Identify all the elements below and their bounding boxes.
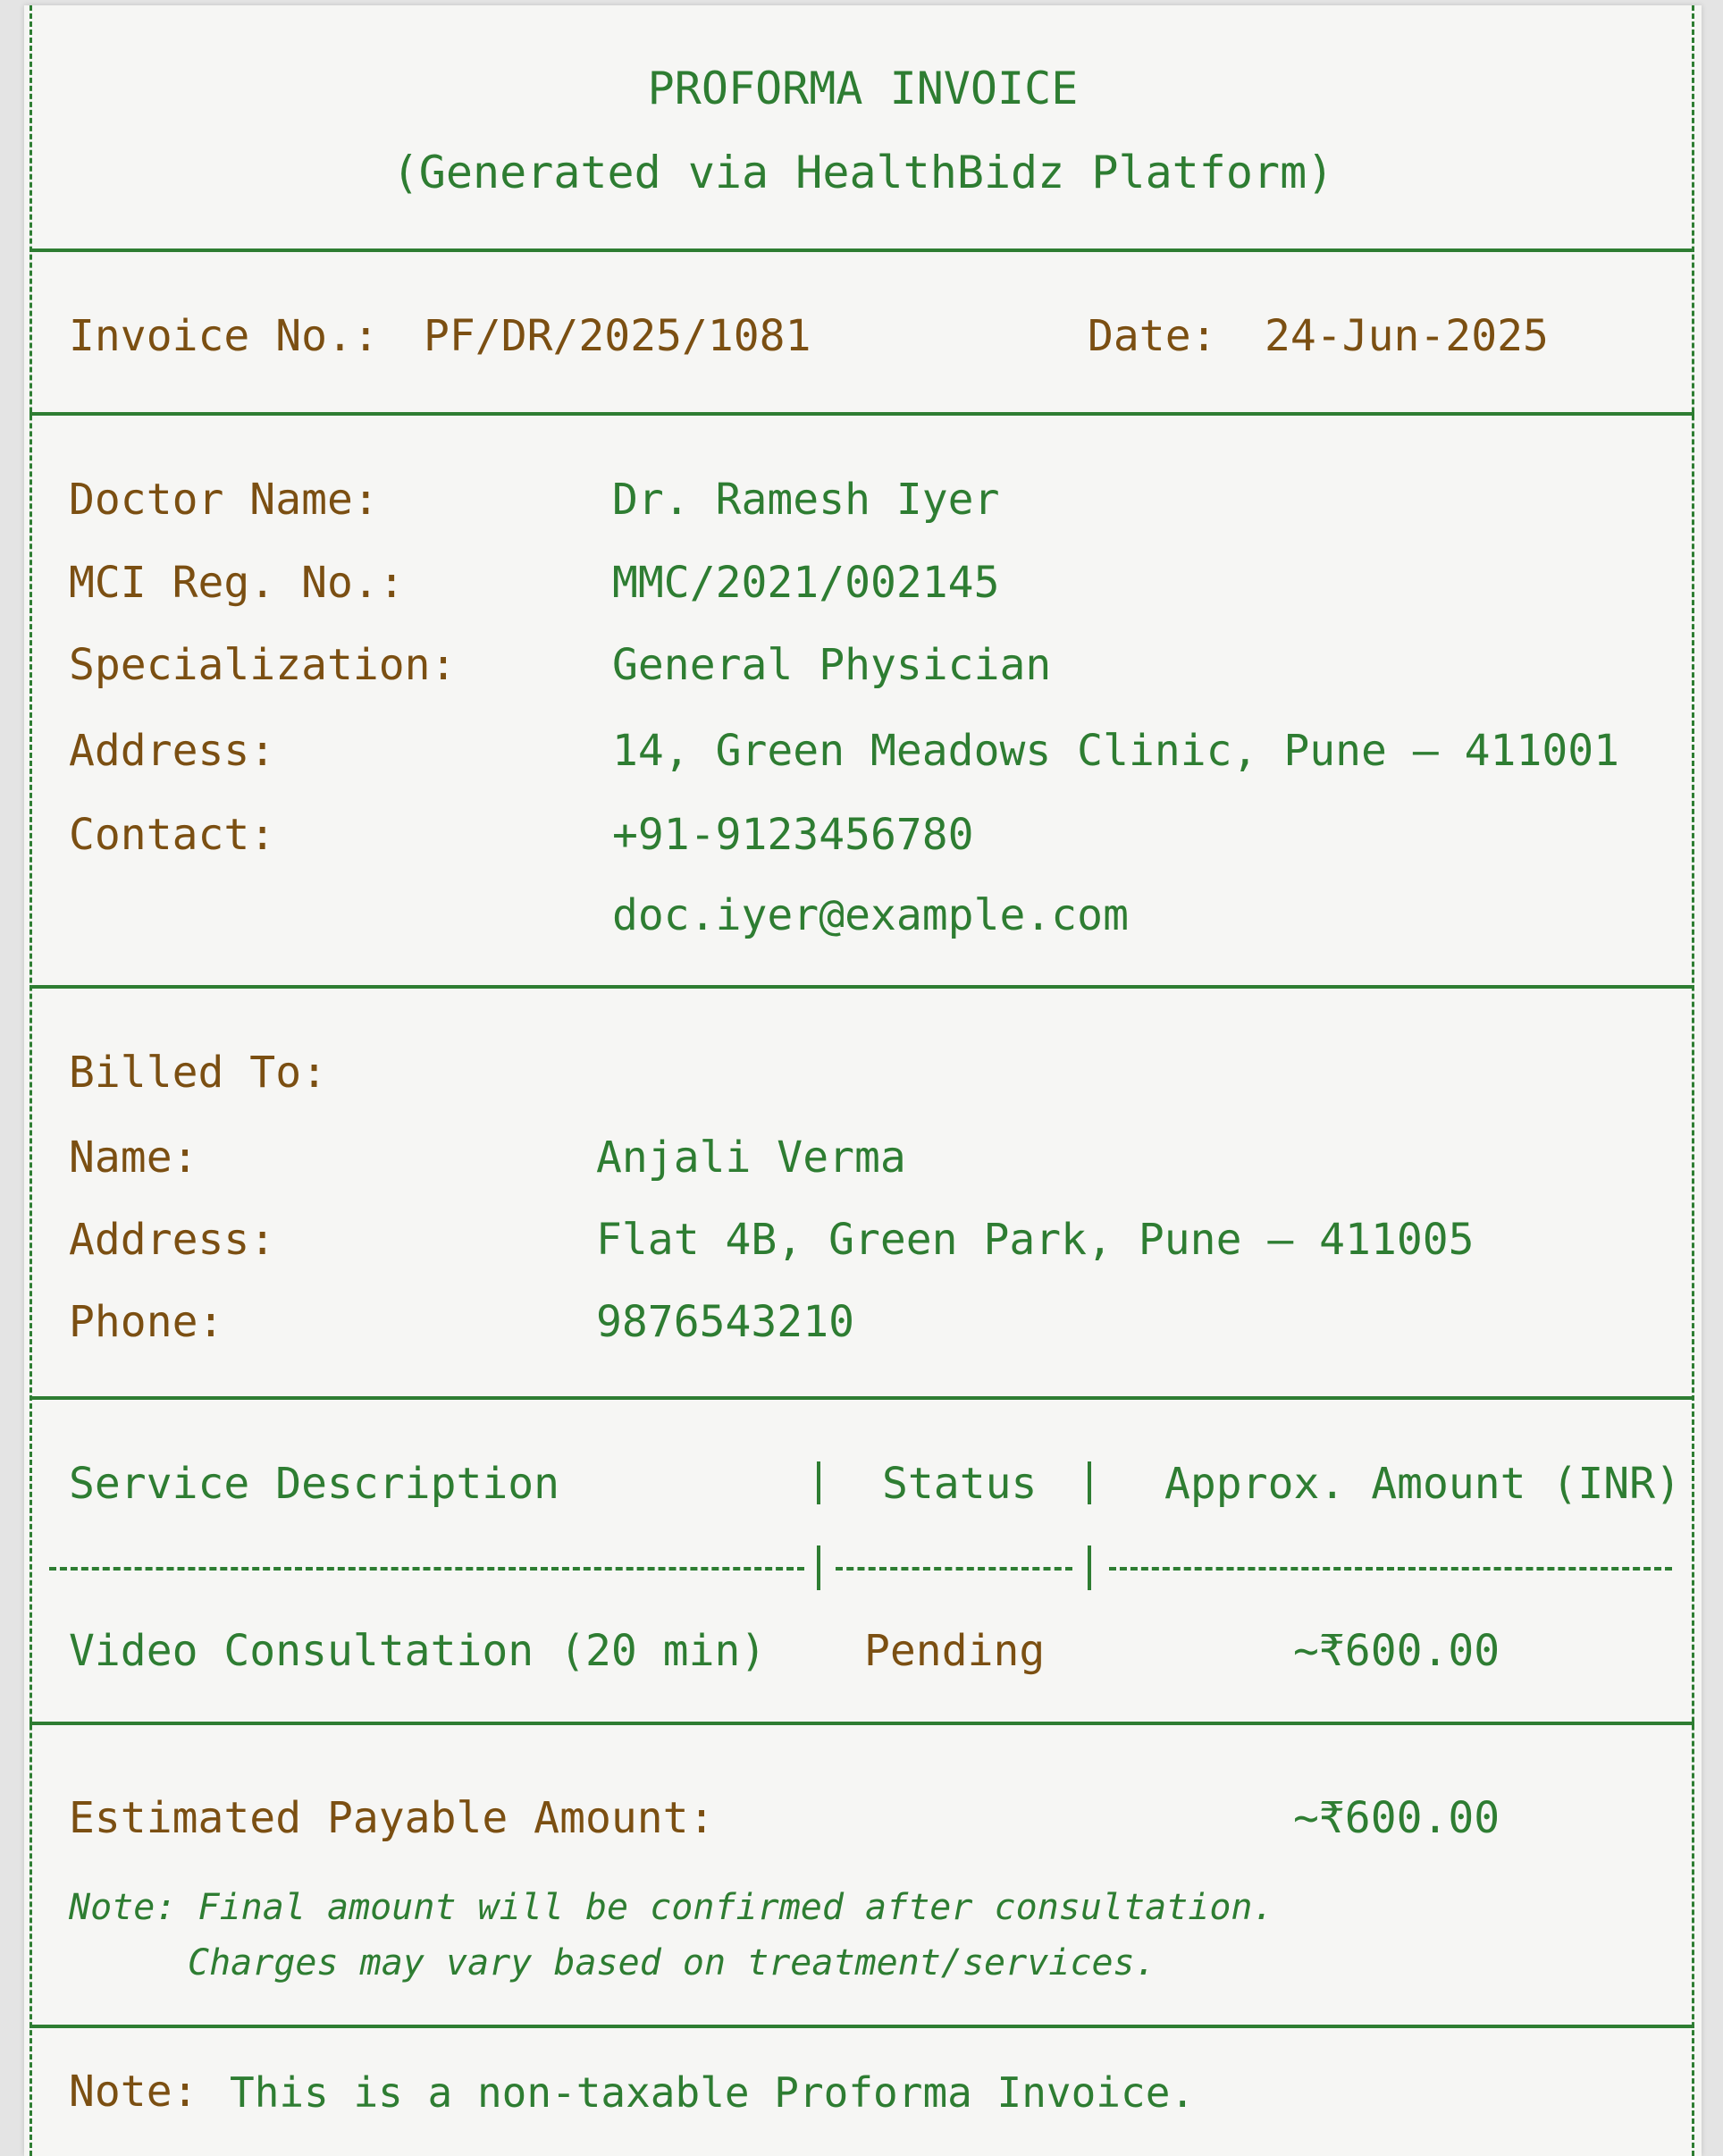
specialization-label: Specialization: [69,640,457,690]
invoice-sheet [24,5,1702,2156]
summary-note-line1: Note: Final amount will be confirmed after consultation. [69,1887,1274,1928]
patient-address: Flat 4B, Green Park, Pune – 411005 [596,1215,1475,1265]
patient-address-label: Address: [69,1215,276,1265]
estimated-amount: ~₹600.00 [1293,1793,1500,1843]
billed-to-heading: Billed To: [69,1048,327,1098]
divider [29,2025,1694,2028]
table-row-amount: ~₹600.00 [1293,1626,1500,1676]
invoice-subtitle: (Generated via HealthBidz Platform) [391,147,1334,198]
right-dashed-border [1692,5,1694,2156]
doctor-email: doc.iyer@example.com [612,890,1129,940]
doctor-name: Dr. Ramesh Iyer [612,475,1000,525]
specialization: General Physician [612,640,1052,690]
doctor-name-label: Doctor Name: [69,475,379,525]
reg-number: MMC/2021/002145 [612,558,1000,608]
column-separator [817,1545,820,1590]
column-separator [817,1461,820,1504]
divider [29,248,1694,252]
invoice-title: PROFORMA INVOICE [647,63,1079,114]
column-separator [1088,1545,1091,1590]
table-header-description: Service Description [69,1459,560,1509]
contact-label: Contact: [69,810,276,860]
patient-name-label: Name: [69,1133,198,1183]
patient-name: Anjali Verma [596,1133,906,1183]
footer-note-text: This is a non-taxable Proforma Invoice. [230,2068,1196,2117]
table-rule [836,1567,1072,1571]
reg-number-label: MCI Reg. No.: [69,558,405,608]
table-row-status: Pending [864,1626,1046,1676]
footer-note-label: Note: [69,2067,198,2117]
table-rule [1109,1567,1672,1571]
patient-phone: 9876543210 [596,1297,854,1347]
invoice-number: PF/DR/2025/1081 [424,311,811,361]
invoice-date: 24-Jun-2025 [1265,311,1549,361]
column-separator [1088,1461,1091,1504]
table-header-status: Status [882,1459,1038,1509]
divider [29,985,1694,989]
divider [29,412,1694,416]
table-row-description: Video Consultation (20 min) [69,1626,767,1676]
table-header-amount: Approx. Amount (INR) [1164,1459,1681,1509]
invoice-date-label: Date: [1088,311,1217,361]
invoice-number-label: Invoice No.: [69,311,379,361]
doctor-address-label: Address: [69,726,276,776]
patient-phone-label: Phone: [69,1297,224,1347]
divider [29,1396,1694,1400]
summary-note-line2: Charges may vary based on treatment/services. [188,1942,1156,1983]
estimated-amount-label: Estimated Payable Amount: [69,1793,715,1843]
doctor-phone: +91-9123456780 [612,810,974,860]
table-rule [49,1567,804,1571]
divider [29,1722,1694,1725]
doctor-address: 14, Green Meadows Clinic, Pune – 411001 [612,726,1620,776]
left-dashed-border [29,5,32,2156]
